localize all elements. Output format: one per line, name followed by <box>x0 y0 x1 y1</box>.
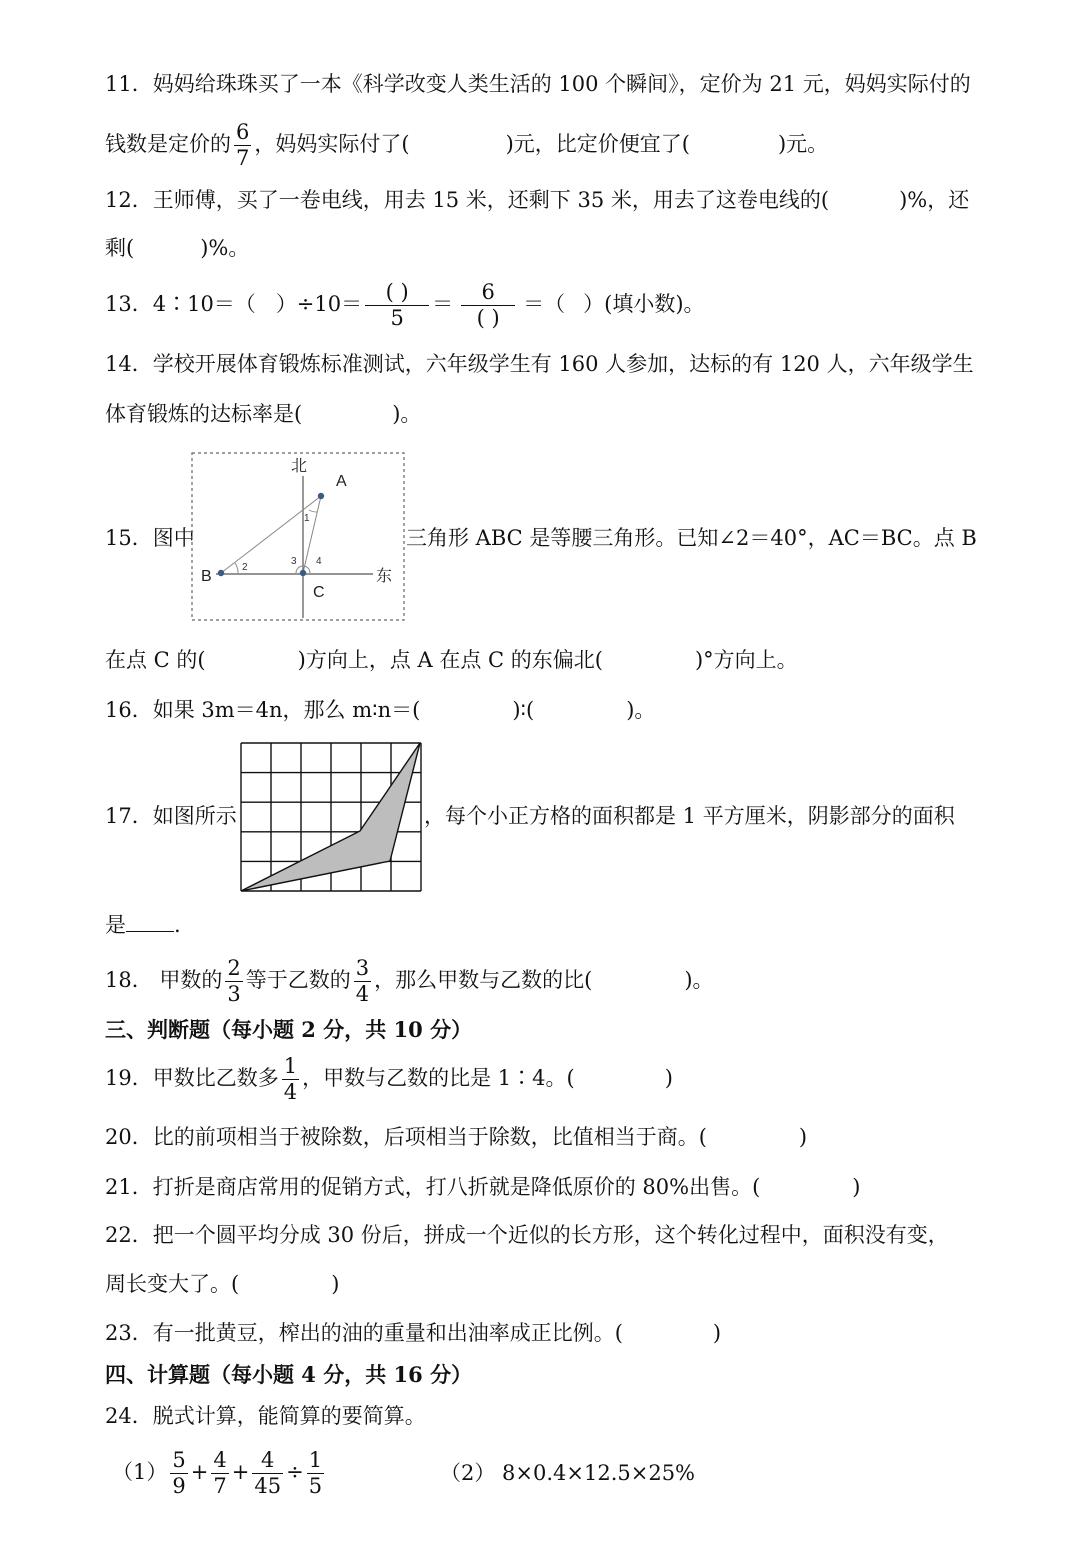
q15-prefix: 15．图中 <box>105 526 195 550</box>
q16-text-b: )∶( <box>512 698 535 722</box>
q17-text-b: . <box>174 913 181 937</box>
compass-direction-figure <box>190 452 406 622</box>
q24-p1-f4-num: 1 <box>308 1448 323 1472</box>
q13-frac1-num[interactable]: ( ) <box>385 280 409 304</box>
q11-text-d: )元。 <box>777 132 829 156</box>
q18-f2-num: 3 <box>355 956 370 980</box>
q11-line1: 11．妈妈给珠珠买了一本《科学改变人类生活的 100 个瞬间》，定价为 21 元，妈妈实际付的 <box>105 72 971 96</box>
q24-p1-f3-den: 45 <box>254 1474 282 1498</box>
q17-prefix: 17．如图所示 <box>105 804 237 828</box>
q24-p1-fraction-3 <box>252 1450 283 1497</box>
q24-p1-f1-num: 5 <box>172 1448 186 1472</box>
q18-line <box>105 958 714 1005</box>
q18-text-d: )。 <box>684 968 714 992</box>
q24-divide: ÷ <box>286 1460 304 1484</box>
q15-text-a: 在点 C 的( <box>105 648 206 672</box>
label-A: A <box>336 473 347 490</box>
q24-p1-fraction-2 <box>211 1450 228 1497</box>
q17-answer-underline[interactable] <box>126 913 174 932</box>
q17-suffix: ，每个小正方格的面积都是 1 平方厘米，阴影部分的面积 <box>424 804 955 828</box>
q19-line <box>105 1056 673 1103</box>
q19-f-den: 4 <box>283 1080 298 1104</box>
q12-text-c: 剩( <box>105 236 135 260</box>
q13-frac2-num: 6 <box>481 280 495 304</box>
q19-fraction <box>282 1056 299 1103</box>
q19-text-c: ) <box>664 1066 673 1090</box>
q17-line2 <box>105 913 181 936</box>
q22-text-b: ) <box>331 1272 340 1296</box>
q24-title: 24．脱式计算，能简算的要简算。 <box>105 1404 426 1428</box>
q20-text-a: 20．比的前项相当于被除数，后项相当于除数，比值相当于商。( <box>105 1125 707 1149</box>
q11-text-c: )元，比定价便宜了( <box>505 132 690 156</box>
q11-text-b: ，妈妈实际付了( <box>254 132 410 156</box>
q12-text-d: )%。 <box>200 236 250 260</box>
q11-line2 <box>105 122 828 169</box>
point-A <box>318 493 324 499</box>
q22-line1: 22．把一个圆平均分成 30 份后，拼成一个近似的长方形，这个转化过程中，面积没有变， <box>105 1223 949 1247</box>
q18-f1-den: 3 <box>227 982 241 1006</box>
section3-heading: 三、判断题（每小题 2 分，共 10 分） <box>105 1017 473 1042</box>
label-B: B <box>201 568 212 585</box>
q12-text-b: )%，还 <box>899 188 970 212</box>
label-C: C <box>313 584 325 601</box>
label-east: 东 <box>376 568 393 585</box>
q16-line <box>105 700 655 721</box>
q15-text-c: )°方向上。 <box>694 648 798 672</box>
q14-line1: 14．学校开展体育锻炼标准测试，六年级学生有 160 人参加，达标的有 120 人，六年级学生 <box>105 352 974 376</box>
label-angle-3: 3 <box>291 556 297 567</box>
figure-dashed-border <box>192 453 404 620</box>
q24-p1-fraction-1 <box>170 1450 187 1497</box>
q14-text-b: )。 <box>392 402 422 426</box>
q22-text-a: 周长变大了。( <box>105 1272 240 1296</box>
q20-line <box>105 1127 807 1148</box>
q18-f2-den: 4 <box>355 982 370 1006</box>
q24-p1-f4-den: 5 <box>308 1474 323 1498</box>
label-angle-4: 4 <box>316 556 322 567</box>
q13-text-b: ）÷10＝ <box>275 292 363 316</box>
angle-2-arc <box>235 563 238 573</box>
q15-text-b: )方向上，点 A 在点 C 的东偏北( <box>297 648 603 672</box>
q23-text-b: ) <box>712 1321 722 1345</box>
q12-text-a: 12．王师傅，买了一卷电线，用去 15 米，还剩下 35 米，用去了这卷电线的( <box>105 188 830 212</box>
q13-text-d: ）(填小数)。 <box>583 292 705 316</box>
q19-text-b: ，甲数与乙数的比是 1∶4。( <box>302 1066 575 1090</box>
q21-text-a: 21．打折是商店常用的促销方式，打八折就是降低原价的 80%出售。( <box>105 1175 761 1199</box>
q24-p1-label: （1） <box>112 1460 168 1484</box>
q13-text-a: 13．4∶10＝（ <box>105 292 256 316</box>
q18-fraction-2 <box>354 958 371 1005</box>
q11-text-a: 钱数是定价的 <box>105 132 231 156</box>
q18-fraction-1 <box>225 958 242 1005</box>
q14-text-a: 体育锻炼的达标率是( <box>105 402 303 426</box>
q18-text-a: 18． 甲数的 <box>105 968 223 992</box>
q22-line2 <box>105 1274 339 1295</box>
q24-p1-f2-den: 7 <box>213 1474 227 1498</box>
q19-f-num: 1 <box>283 1054 298 1078</box>
q18-text-c: ，那么甲数与乙数的比( <box>374 968 593 992</box>
q14-line2 <box>105 404 421 425</box>
q13-equals: ＝ <box>432 292 454 316</box>
label-north: 北 <box>291 458 308 475</box>
q24-p1-f2-num: 4 <box>213 1448 227 1472</box>
q24-p1-f1-den: 9 <box>172 1474 186 1498</box>
point-B <box>218 570 224 576</box>
grid-figure <box>240 741 424 894</box>
label-angle-2: 2 <box>242 562 248 573</box>
q24-part2: （2） 8×0.4×12.5×25% <box>440 1461 696 1485</box>
q13-line <box>105 282 705 329</box>
q13-frac1-den: 5 <box>365 305 429 329</box>
q16-text-c: )。 <box>626 698 656 722</box>
q18-f1-num: 2 <box>227 956 241 980</box>
q21-line <box>105 1177 860 1198</box>
q19-text-a: 19．甲数比乙数多 <box>105 1066 279 1090</box>
q24-part1 <box>112 1450 327 1497</box>
q12-line1 <box>105 190 969 211</box>
q11-frac-num: 6 <box>236 120 250 144</box>
q13-fraction-2 <box>456 282 520 329</box>
q13-text-c: ＝（ <box>523 292 566 316</box>
q13-frac2-den[interactable]: ( ) <box>461 305 515 329</box>
point-C <box>300 570 306 576</box>
label-angle-1: 1 <box>304 513 310 524</box>
q16-text-a: 16．如果 3m＝4n，那么 m∶n＝( <box>105 698 421 722</box>
q17-text-a: 是 <box>105 913 126 937</box>
section4-heading: 四、计算题（每小题 4 分，共 16 分） <box>105 1362 473 1387</box>
q20-text-b: ) <box>798 1125 808 1149</box>
q18-text-b: 等于乙数的 <box>245 968 351 992</box>
q13-fraction-1 <box>365 282 429 329</box>
q23-line <box>105 1323 721 1344</box>
q24-p1-fraction-4 <box>307 1450 324 1497</box>
q21-text-b: ) <box>852 1175 861 1199</box>
q23-text-a: 23．有一批黄豆，榨出的油的重量和出油率成正比例。( <box>105 1321 623 1345</box>
q15-line2 <box>105 650 798 671</box>
q11-frac-den: 7 <box>236 146 250 170</box>
q24-p1-f3-num: 4 <box>261 1448 275 1472</box>
q24-plus-1: + <box>190 1460 209 1484</box>
q15-suffix: 三角形 ABC 是等腰三角形。已知∠2＝40°，AC＝BC。点 B <box>406 526 977 550</box>
q24-plus-2: + <box>231 1460 250 1484</box>
q11-fraction <box>234 122 251 169</box>
q12-line2 <box>105 238 249 259</box>
angle-1-arc <box>309 510 317 512</box>
